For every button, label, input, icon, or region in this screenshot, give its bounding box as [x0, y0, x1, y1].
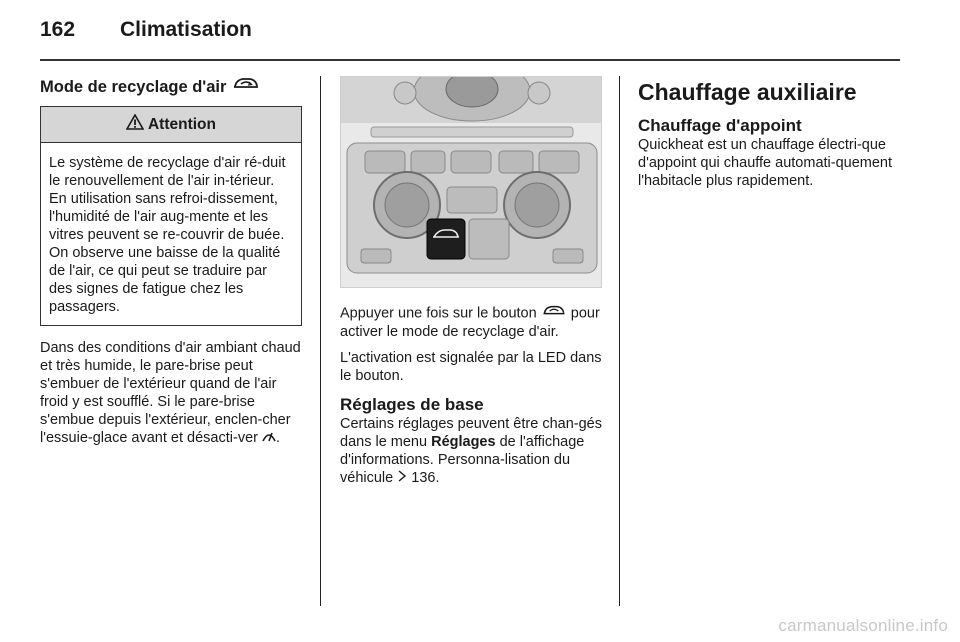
page-number: 162 [40, 18, 76, 41]
attention-title: Attention [147, 115, 216, 133]
wiper-icon [262, 429, 276, 447]
column-middle [340, 76, 602, 487]
aux-heating-text: Quickheat est un chauffage électri-que d'appoint qui chauffe automati-quement l'habitacle plus rapidement. [638, 137, 893, 189]
column-left [40, 76, 302, 447]
settings-title: Réglages de base [340, 395, 484, 414]
humidity-paragraph: Dans des conditions d'air ambiant chaud et très humide, le pare-brise peut s'embuer de l'extérieur quand de l'air froid y est soufflé. Si le pare-brise s'embue depuis l'extérieur, enclen-cher l'essuie-glace avant et désacti-ver . [40, 340, 301, 446]
column-divider-2 [619, 76, 620, 606]
aux-heating-title: Chauffage auxiliaire [638, 79, 857, 105]
climate-control-panel-image [340, 76, 602, 288]
recirculation-icon [541, 304, 567, 323]
column-right [638, 76, 902, 190]
page-header [40, 16, 900, 60]
attention-box [40, 106, 302, 326]
page-reference-link[interactable]: 136. [411, 470, 440, 486]
section-title-recirculation: Mode de recyclage d'air [40, 76, 302, 98]
warning-triangle-icon [126, 114, 144, 135]
watermark: carmanualsonline.info [778, 616, 948, 635]
recirculation-button-text: Appuyer une fois sur le bouton pour activer le mode de recyclage d'air. [340, 305, 600, 340]
chapter-title: Climatisation [120, 18, 252, 41]
aux-heating-subtitle: Chauffage d'appoint [638, 116, 802, 135]
attention-header [41, 107, 301, 143]
led-text: L'activation est signalée par la LED dans le bouton. [340, 350, 602, 384]
recirculation-icon [232, 76, 260, 98]
header-rule [40, 59, 900, 61]
column-divider-1 [320, 76, 321, 606]
page-reference-arrow-icon [397, 469, 407, 487]
settings-paragraph: Certains réglages peuvent être chan-gés dans le menu Réglages de l'affichage d'informations. Personna-lisation du véhicule 136. [340, 416, 602, 486]
attention-text: Le système de recyclage d'air ré-duit le renouvellement de l'air in-térieur. En utilisation sans refroi-dissement, l'humidité de l'air aug-mente et les vitres peuvent se re-couvrir de buée. On observe une baisse de la qualité de l'air, ce qui peut se traduire par des signes de fatigue chez les passagers. [49, 155, 286, 315]
settings-menu-name: Réglages [431, 434, 496, 450]
